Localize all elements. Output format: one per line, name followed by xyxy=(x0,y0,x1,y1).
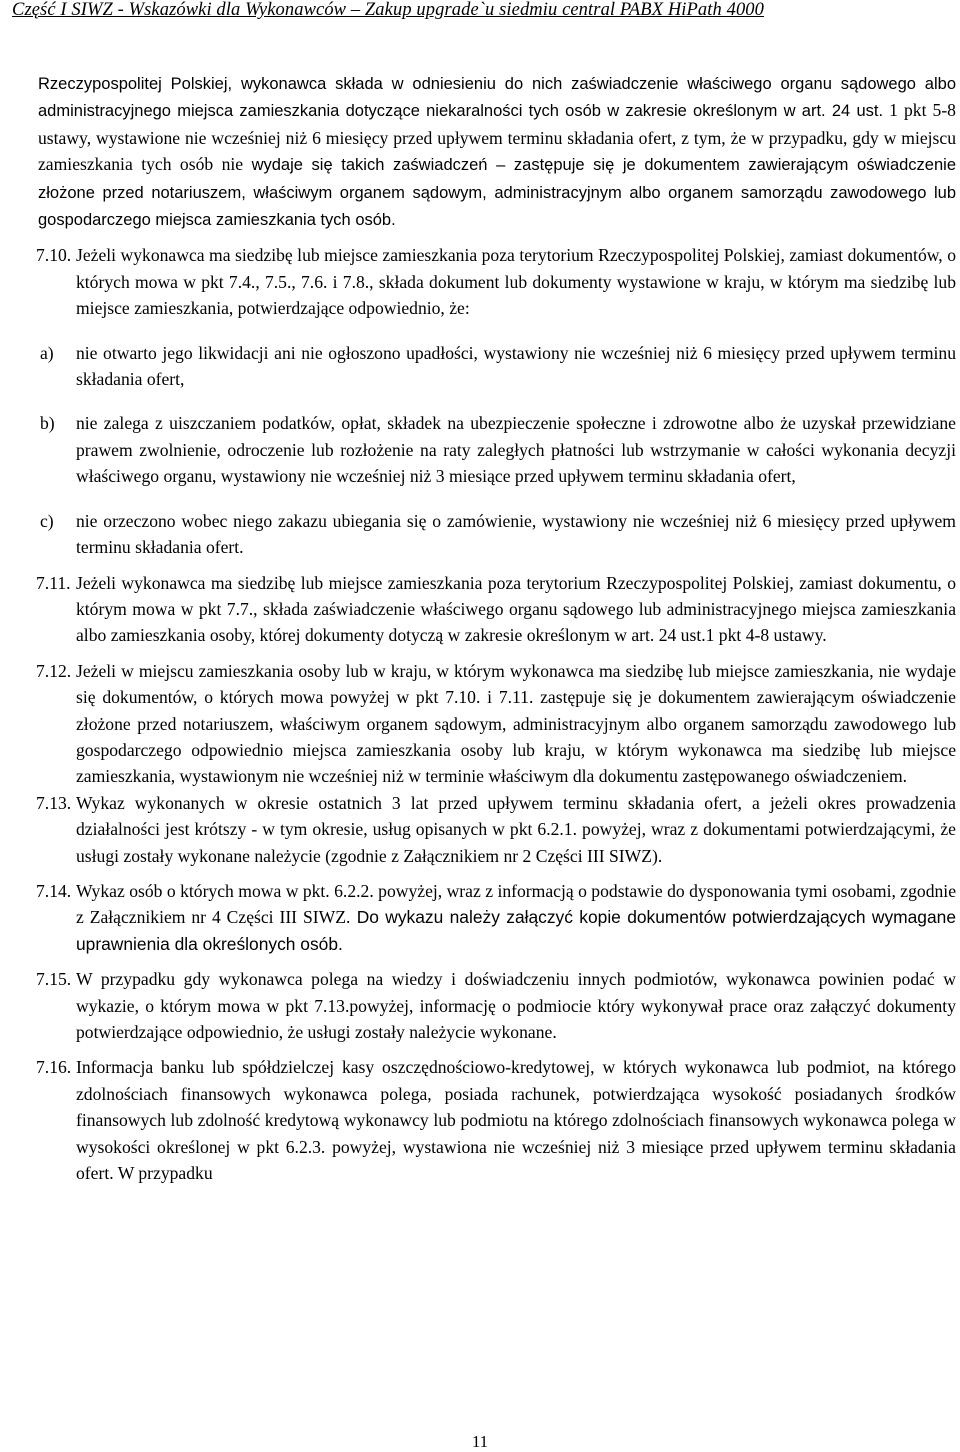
header-title: Część I SIWZ - Wskazówki dla Wykonawców – Zakup upgrade`u siedmiu central PABX HiPath 4000 xyxy=(12,0,764,20)
section-number: 7.13. xyxy=(36,792,72,813)
list-item-text: nie zalega z uiszczaniem podatków, opłat, składek na ubezpieczenie społeczne i zdrowotne albo że uzyskał przewidziane prawem zwolnienie, odroczenie lub rozłożenie na raty zaległych płatności lub wstrzymanie w całości wykonania decyzji właściwego organu, wystawiony nie wcześniej niż 3 miesiące przed upływem terminu składania ofert, xyxy=(76,413,956,487)
section-7-11 xyxy=(38,570,956,649)
list-item-b xyxy=(40,410,956,489)
section-text: W przypadku gdy wykonawca polega na wiedzy i doświadczeniu innych podmiotów, wykonawca powinien podać w wykazie, o którym mowa w pkt 7.13.powyżej, informację o podmiocie który wykonywał prace oraz załączyć dokumenty potwierdzające odpowiednio, że usługi zostały należycie wykonane. xyxy=(76,969,956,1042)
intro-serif-text: 1 pkt 5-8 ustawy, wystawione nie wcześniej niż 6 miesięcy przed upływem terminu składania ofert, z tym, że w przypadku, gdy w miejscu zamieszkania tych osób nie xyxy=(38,100,956,175)
conditions-list xyxy=(38,340,956,561)
intro-sans-tail: wydaje się takich zaświadczeń – zastępuje się je dokumentem zawierającym oświadczenie złożone przed notariuszem, właściwym organem sądowym, administracyjnym albo organem samorządu zawodowego lub gospodarczego miejsca zamieszkania tych osób. xyxy=(38,156,956,230)
section-7-15 xyxy=(38,966,956,1045)
section-number: 7.11. xyxy=(36,572,71,593)
section-text: Jeżeli wykonawca ma siedzibę lub miejsce zamieszkania poza terytorium Rzeczypospolitej Polskiej, zamiast dokumentu, o którym mowa w pkt 7.7., składa zaświadczenie właściwego organu sądowego lub administracyjnego miejsca zamieszkania albo zamieszkania osoby, której dokumenty dotyczą w zakresie określonym w art. 24 ust.1 pkt 4-8 ustawy. xyxy=(76,572,956,646)
section-text: Jeżeli wykonawca ma siedzibę lub miejsce zamieszkania poza terytorium Rzeczypospolitej Polskiej, zamiast dokumentów, o których mowa w pkt 7.4., 7.5., 7.6. i 7.8., składa dokument lub dokumenty wystawione w kraju, w którym ma siedzibę lub miejsce zamieszkania, potwierdzające odpowiednio, że: xyxy=(76,245,956,319)
section-number: 7.10. xyxy=(36,245,72,266)
section-text: Informacja banku lub spółdzielczej kasy oszczędnościowo-kredytowej, w których wykonawca lub podmiot, na którego zdolnościach finansowych wykonawca polega, posiada rachunek, potwierdzająca wysokość posiadanych środków finansowych lub zdolność kredytową wykonawcy lub podmiotu na którego zdolnościach finansowych wykonawca polega w wysokości określonej w pkt 6.2.3. powyżej, wystawiona nie wcześniej niż 3 miesiące przed upływem terminu składania ofert. W przypadku xyxy=(76,1057,956,1184)
section-text: Jeżeli w miejscu zamieszkania osoby lub w kraju, w którym wykonawca ma siedzibę lub miejsce zamieszkania, nie wydaje się dokumentów, o których mowa powyżej w pkt 7.10. i 7.11. zastępuje się je dokumentem zawierającym oświadczenie złożone przed notariuszem, właściwym organem sądowym, administracyjnym albo organem samorządu zawodowego lub gospodarczego odpowiednio miejsca zamieszkania osoby lub kraju, w którym wykonawca ma siedzibę lub miejsce zamieszkania, wystawionym nie wcześniej niż w terminie właściwym dla dokumentu zastępowanego oświadczeniem. xyxy=(76,660,956,787)
section-7-16 xyxy=(38,1054,956,1186)
intro-paragraph xyxy=(38,70,956,233)
section-7-13 xyxy=(38,790,956,869)
section-sans-text: Do wykazu należy załączyć kopie dokumentów potwierdzających wymagane uprawnienia dla określonych osób. xyxy=(76,907,956,954)
section-7-12 xyxy=(38,658,956,790)
list-item-a xyxy=(40,340,956,393)
section-text: Wykaz osób o których mowa w pkt. 6.2.2. powyżej, wraz z informacją o podstawie do dysponowania tymi osobami, zgodnie z Załącznikiem nr 4 Części III SIWZ. xyxy=(76,880,956,928)
list-item-text: nie orzeczono wobec niego zakazu ubiegania się o zamówienie, wystawiony nie wcześniej niż 6 miesięcy przed upływem terminu składania ofert. xyxy=(76,510,956,558)
list-item-label: a) xyxy=(40,342,54,363)
section-number: 7.12. xyxy=(36,660,72,681)
list-item-label: b) xyxy=(40,413,55,434)
section-number: 7.15. xyxy=(36,969,72,990)
list-item-label: c) xyxy=(40,510,54,531)
section-7-10 xyxy=(38,242,956,321)
intro-sans-text: Rzeczypospolitej Polskiej, wykonawca składa w odniesieniu do nich zaświadczenie właściwego organu sądowego albo administracyjnego miejsca zamieszkania dotyczące niekaralności tych osób w zakresie określonym w art. 24 ust. xyxy=(38,75,956,121)
list-item-c xyxy=(40,508,956,561)
section-7-14 xyxy=(38,878,956,957)
section-number: 7.14. xyxy=(36,880,72,901)
page-number: 11 xyxy=(471,1432,489,1451)
section-text: Wykaz wykonanych w okresie ostatnich 3 lat przed upływem terminu składania ofert, a jeżeli okres prowadzenia działalności jest krótszy - w tym okresie, usług opisanych w pkt 6.2.1. powyżej, wraz z dokumentami potwierdzającymi, że usługi zostały wykonane należycie (zgodnie z Załącznikiem nr 2 Części III SIWZ). xyxy=(76,792,956,866)
page-header xyxy=(0,0,960,26)
list-item-text: nie otwarto jego likwidacji ani nie ogłoszono upadłości, wystawiony nie wcześniej niż 6 miesięcy przed upływem terminu składania ofert, xyxy=(76,342,956,390)
document-body xyxy=(38,70,956,1186)
section-number: 7.16. xyxy=(36,1057,72,1078)
